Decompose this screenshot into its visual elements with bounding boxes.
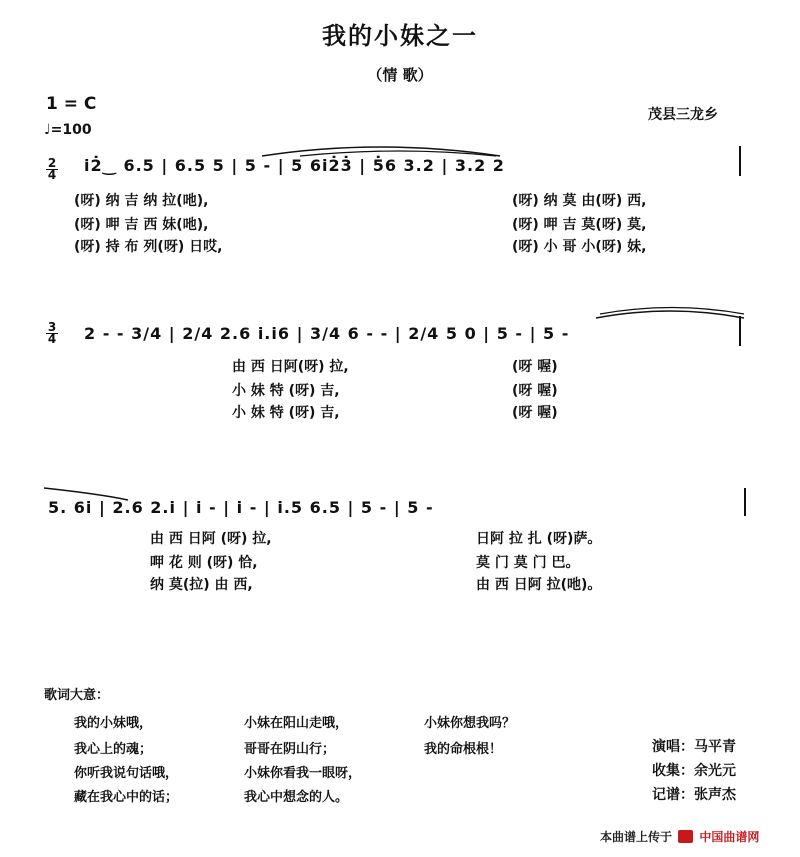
meaning-col3-line2: 我的命根根！	[424, 742, 503, 757]
meaning-col2-line3: 小妹你看我一眼呀，	[244, 766, 362, 781]
time-signature-row1: 2 4	[47, 156, 57, 182]
footer-text: 本曲谱上传于	[600, 830, 673, 844]
lyric-row1-line2-left: (呀) 呷 吉 西 妹(吔),	[74, 217, 209, 233]
meaning-col1-line4: 藏在我心中的话；	[74, 790, 179, 805]
lyric-row1-line3-left: (呀) 持 布 列(呀) 日哎,	[74, 239, 223, 255]
song-title: 我的小妹之一	[322, 22, 478, 50]
lyric-row2-line2-left: 小 妹 特 (呀) 吉,	[232, 383, 340, 399]
meaning-col1-line2: 我心上的魂；	[74, 742, 153, 757]
credit-collector: 收集：余光元	[652, 763, 736, 779]
tempo-marking: ♩=100	[44, 122, 92, 138]
lyric-row3-line1-right: 日阿 拉 扎 (呀)萨。	[476, 531, 602, 547]
lyric-row1-line3-right: (呀) 小 哥 小(呀) 妹,	[512, 239, 647, 255]
meaning-col3-line1: 小妹你想我吗？	[424, 716, 516, 731]
lyric-row2-line2-right: (呀 喔)	[512, 383, 558, 399]
meaning-col1-line3: 你听我说句话哦，	[74, 766, 179, 781]
lyric-row3-line3-left: 纳 莫(拉) 由 西,	[150, 577, 253, 593]
site-logo-icon	[678, 830, 693, 843]
notation-row2: 2 - - 3/4 | 2/4 2.6 i.i6 | 3/4 6 - - | 2/4 5 0 | 5 - | 5 -	[84, 324, 570, 343]
upload-footer	[600, 828, 759, 845]
lyric-row3-line2-right: 莫 门 莫 门 巴。	[476, 555, 580, 571]
lyric-row1-line1-left: (呀) 纳 吉 纳 拉(吔),	[74, 193, 209, 209]
time-signature-row2: 3 4	[47, 320, 57, 346]
credit-transcriber: 记谱：张声杰	[652, 787, 736, 803]
lyric-row2-line1-right: (呀 喔)	[512, 359, 558, 375]
meaning-col1-line1: 我的小妹哦，	[74, 716, 153, 731]
lyric-row2-line1-left: 由 西 日阿(呀) 拉,	[232, 359, 349, 375]
meaning-col2-line1: 小妹在阳山走哦，	[244, 716, 349, 731]
lyric-row3-line2-left: 呷 花 则 (呀) 恰,	[150, 555, 258, 571]
key-signature: 1 = C	[46, 94, 97, 114]
lyric-row2-line3-left: 小 妹 特 (呀) 吉,	[232, 405, 340, 421]
lyric-row3-line3-right: 由 西 日阿 拉(吔)。	[476, 577, 602, 593]
song-genre: （情 歌）	[367, 66, 433, 84]
credit-singer: 演唱：马平青	[652, 739, 736, 755]
lyrics-meaning-label: 歌词大意：	[44, 688, 110, 703]
lyric-row1-line2-right: (呀) 呷 吉 莫(呀) 莫,	[512, 217, 647, 233]
footer-site-link[interactable]: 中国曲谱网	[699, 830, 760, 844]
notation-row1: i2̇‿ 6.5 | 6.5 5 | 5 - | 5 6i2̇3̇ | 5̇6 3.2 | 3.2 2	[84, 156, 505, 175]
meaning-col2-line4: 我心中想念的人。	[244, 790, 349, 805]
lyric-row2-line3-right: (呀 喔)	[512, 405, 558, 421]
notation-row3: 5. 6i | 2.6 2.i | i - | i - | i.5 6.5 | 5 - | 5 -	[48, 498, 434, 517]
meaning-col2-line2: 哥哥在阴山行；	[244, 742, 336, 757]
lyric-row3-line1-left: 由 西 日阿 (呀) 拉,	[150, 531, 272, 547]
lyric-row1-line1-right: (呀) 纳 莫 由(呀) 西,	[512, 193, 647, 209]
song-origin: 茂县三龙乡	[648, 107, 718, 123]
